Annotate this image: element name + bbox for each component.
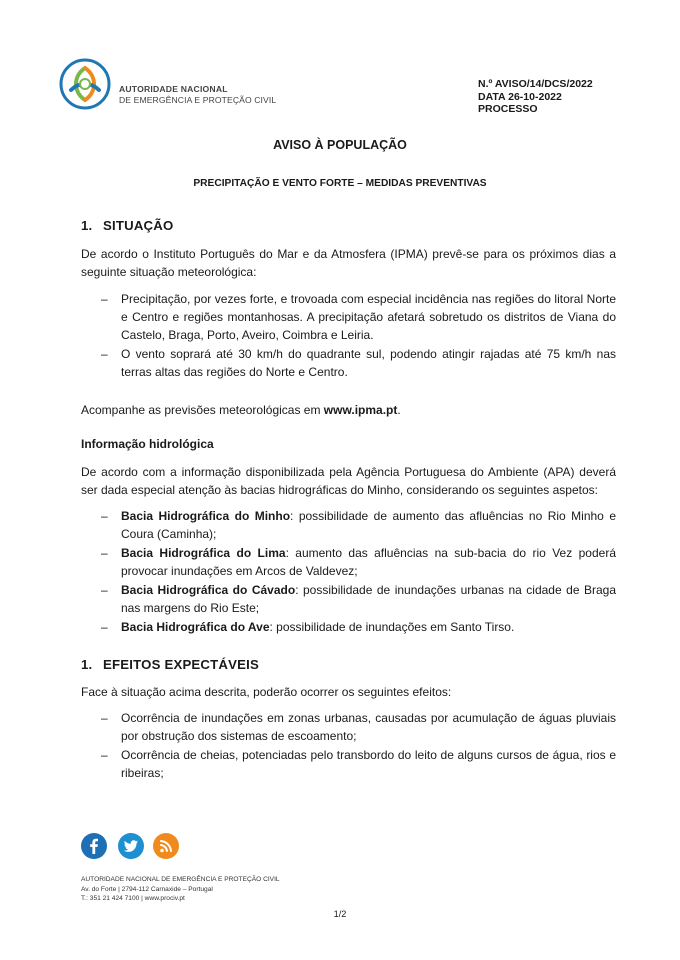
page-subtitle: PRECIPITAÇÃO E VENTO FORTE – MEDIDAS PREVENTIVAS xyxy=(193,178,487,189)
org-name-line1: AUTORIDADE NACIONAL xyxy=(119,84,228,94)
section-number: 1. xyxy=(81,218,93,233)
hydro-heading: Informação hidrológica xyxy=(81,437,214,451)
section-title: EFEITOS EXPECTÁVEIS xyxy=(103,657,259,672)
situacao-intro: De acordo o Instituto Português do Mar e da Atmosfera (IPMA) prevê-se para os próximos dias a seguinte situação meteorológica: xyxy=(81,247,616,279)
footer xyxy=(81,875,280,904)
situacao-list xyxy=(81,290,616,382)
ipma-follow-text: Acompanhe as previsões meteorológicas em www.ipma.pt. xyxy=(81,403,401,417)
section-title: SITUAÇÃO xyxy=(103,218,174,233)
efeitos-intro: Face à situação acima descrita, poderão ocorrer os seguintes efeitos: xyxy=(81,685,452,699)
list-item: – Bacia Hidrográfica do Ave: possibilidade de inundações em Santo Tirso. xyxy=(101,620,515,634)
reference-process: PROCESSO xyxy=(478,103,538,115)
reference-date: DATA 26-10-2022 xyxy=(478,90,562,103)
org-name-line2: DE EMERGÊNCIA E PROTEÇÃO CIVIL xyxy=(119,95,277,105)
list-item: – Ocorrência de cheias, potenciadas pelo transbordo do leito de alguns cursos de água, rios e ribeiras; xyxy=(101,748,616,780)
footer-address: Av. do Forte | 2794-112 Carnaxide – Portugal xyxy=(81,885,213,893)
list-item: – Bacia Hidrográfica do Cávado: possibilidade de inundações urbanas na cidade de Braga nas margens do Rio Este; xyxy=(101,583,616,615)
hydro-list xyxy=(81,507,616,637)
facebook-icon[interactable] xyxy=(81,833,107,859)
list-item: – Ocorrência de inundações em zonas urbanas, causadas por acumulação de águas pluviais por obstrução dos sistemas de escoamento; xyxy=(101,711,616,743)
list-item: – Precipitação, por vezes forte, e trovoada com especial incidência nas regiões do litoral Norte e Centro e regiões montanhosas. A precipitação afetará sobretudo os distritos de Viana do Castelo, Braga, Porto, Aveiro, Coimbra e Leiria. xyxy=(101,292,616,342)
anepc-logo xyxy=(59,58,111,110)
rss-icon[interactable] xyxy=(153,833,179,859)
page-title: AVISO À POPULAÇÃO xyxy=(273,138,407,152)
list-item: – O vento soprará até 30 km/h do quadrante sul, podendo atingir rajadas até 75 km/h nas terras altas das regiões do Norte e Centro. xyxy=(101,347,616,379)
efeitos-list xyxy=(81,709,616,783)
page-number: 1/2 xyxy=(333,909,347,919)
list-item: – Bacia Hidrográfica do Lima: aumento das afluências na sub-bacia do rio Vez poderá provocar inundações em Arcos de Valdevez; xyxy=(101,546,616,578)
org-name xyxy=(119,84,276,106)
footer-contact: T.: 351 21 424 7100 | www.prociv.pt xyxy=(81,895,185,903)
footer-org: AUTORIDADE NACIONAL DE EMERGÊNCIA E PROTEÇÃO CIVIL xyxy=(81,876,280,883)
document-reference xyxy=(478,78,593,116)
section-situacao-heading xyxy=(81,218,173,233)
twitter-icon[interactable] xyxy=(118,833,144,859)
section-number: 1. xyxy=(81,657,93,672)
section-efeitos-heading xyxy=(81,657,259,672)
ipma-link[interactable]: www.ipma.pt xyxy=(323,403,398,417)
hydro-intro: De acordo com a informação disponibilizada pela Agência Portuguesa do Ambiente (APA) deverá ser dada especial atenção às bacias hidrográficas do Minho, considerando os seguintes aspetos: xyxy=(81,465,616,497)
list-item: – Bacia Hidrográfica do Minho: possibilidade de aumento das afluências no Rio Minho e Coura (Caminha); xyxy=(101,509,616,541)
reference-number: N.º AVISO/14/DCS/2022 xyxy=(478,78,593,90)
